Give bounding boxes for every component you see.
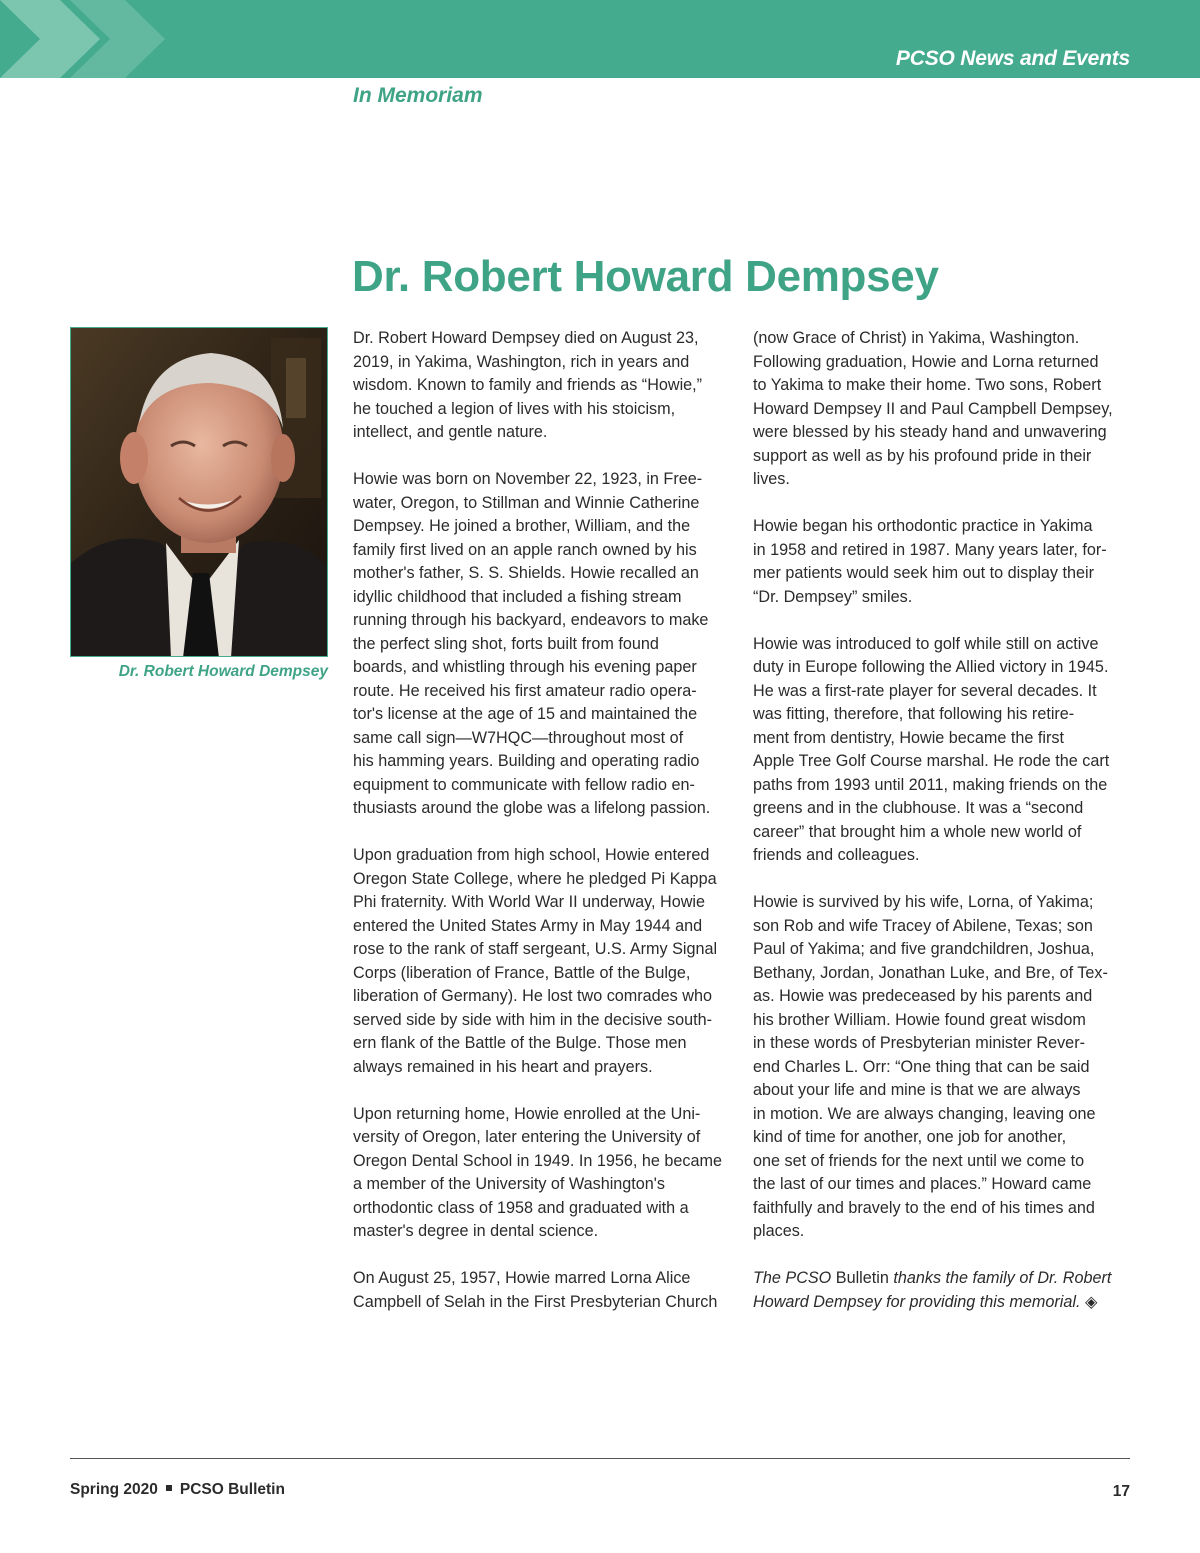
text-line: kind of time for another, one job for another, bbox=[753, 1128, 1067, 1146]
text-line: Upon graduation from high school, Howie entered bbox=[353, 846, 710, 864]
text-line: places. bbox=[753, 1222, 805, 1240]
paragraph bbox=[753, 891, 1135, 1244]
text-line: in motion. We are always changing, leaving one bbox=[753, 1104, 1096, 1123]
text-line: versity of Oregon, later entering the University of bbox=[353, 1128, 701, 1146]
text-line: his brother William. Howie found great wisdom bbox=[753, 1010, 1086, 1029]
text-line: the perfect sling shot, forts built from found bbox=[353, 634, 659, 653]
text-line: support as well as by his profound pride in their bbox=[753, 446, 1092, 465]
text-line: he touched a legion of lives with his stoicism, bbox=[353, 399, 676, 418]
text-line: were blessed by his steady hand and unwavering bbox=[753, 423, 1107, 441]
text-line: orthodontic class of 1958 and graduated with a bbox=[353, 1198, 689, 1217]
text-line: equipment to communicate with fellow radio en- bbox=[353, 775, 695, 794]
chevron-arrows-icon bbox=[0, 0, 200, 78]
text-line: end Charles L. Orr: “One thing that can be said bbox=[753, 1057, 1090, 1076]
text-line: thusiasts around the globe was a lifelong passion. bbox=[353, 799, 711, 817]
paragraph bbox=[353, 327, 735, 445]
text-line: faithfully and bravely to the end of his times and bbox=[753, 1198, 1095, 1217]
text-line: liberation of Germany). He lost two comrades who bbox=[353, 987, 712, 1005]
text-line: served side by side with him in the decisive south- bbox=[353, 1010, 712, 1029]
photo-caption: Dr. Robert Howard Dempsey bbox=[118, 663, 328, 680]
text-line: in 1958 and retired in 1987. Many years later, for- bbox=[753, 540, 1107, 559]
text-line: greens and in the clubhouse. It was a “second bbox=[753, 799, 1084, 817]
footer-publication: PCSO Bulletin bbox=[179, 1481, 285, 1498]
text-line: Bethany, Jordan, Jonathan Luke, and Bre, of Tex- bbox=[753, 963, 1108, 982]
paragraph bbox=[353, 1103, 735, 1244]
text-line: a member of the University of Washington's bbox=[353, 1175, 665, 1193]
square-bullet-icon bbox=[166, 1485, 172, 1491]
text-line: duty in Europe following the Allied victory in 1945. bbox=[753, 658, 1109, 676]
text-line: Corps (liberation of France, Battle of the Bulge, bbox=[353, 963, 691, 982]
page-number: 17 bbox=[1112, 1483, 1130, 1500]
text-line: about your life and mine is that we are always bbox=[753, 1081, 1081, 1099]
text-line: Oregon Dental School in 1949. In 1956, he became bbox=[353, 1151, 722, 1170]
text-line: Upon returning home, Howie enrolled at the Uni- bbox=[353, 1104, 701, 1123]
text-line: entered the United States Army in May 1944 and bbox=[353, 916, 703, 935]
text-line: rose to the rank of staff sergeant, U.S. Army Signal bbox=[353, 940, 718, 958]
text-line: as. Howie was predeceased by his parents and bbox=[753, 987, 1093, 1005]
paragraph bbox=[753, 327, 1135, 492]
text-line: his hamming years. Building and operating radio bbox=[353, 752, 700, 770]
paragraph bbox=[353, 1267, 735, 1314]
text-line: Howie was introduced to golf while still on active bbox=[753, 634, 1099, 653]
text-line: Paul of Yakima; and five grandchildren, Joshua, bbox=[753, 940, 1095, 958]
text-line: Howard Dempsey II and Paul Campbell Dempsey, bbox=[753, 399, 1113, 418]
text-line: always remained in his heart and prayers. bbox=[353, 1057, 653, 1076]
text-line: 2019, in Yakima, Washington, rich in years and bbox=[353, 352, 690, 371]
text-line: wisdom. Known to family and friends as “Howie,” bbox=[353, 376, 703, 394]
text-line: ment from dentistry, Howie became the first bbox=[753, 728, 1064, 747]
text-line: Howie began his orthodontic practice in Yakima bbox=[753, 517, 1093, 535]
text-line: boards, and whistling through his evening paper bbox=[353, 658, 697, 676]
text-line: ern flank of the Battle of the Bulge. Those men bbox=[353, 1034, 687, 1052]
text-line: was fitting, therefore, that following his retire- bbox=[753, 705, 1075, 723]
credit-line2: Howard Dempsey for providing this memorial. bbox=[753, 1292, 1085, 1311]
text-line: paths from 1993 until 2011, making friends on the bbox=[753, 775, 1108, 794]
text-line: in these words of Presbyterian minister Rever- bbox=[753, 1034, 1085, 1052]
paragraph bbox=[353, 468, 735, 821]
category-label: In Memoriam bbox=[353, 84, 483, 107]
text-line: idyllic childhood that included a fishing stream bbox=[353, 587, 682, 606]
text-line: the last of our times and places.” Howard came bbox=[753, 1175, 1092, 1193]
portrait-photo bbox=[70, 327, 328, 657]
text-line: same call sign—W7HQC—throughout most of bbox=[353, 728, 684, 747]
text-line: Dr. Robert Howard Dempsey died on August 23, bbox=[353, 329, 699, 347]
credit-publication: Bulletin bbox=[835, 1269, 889, 1287]
text-line: Howie was born on November 22, 1923, in Free- bbox=[353, 470, 703, 488]
text-line: intellect, and gentle nature. bbox=[353, 423, 548, 441]
text-line: lives. bbox=[753, 470, 790, 488]
text-line: water, Oregon, to Stillman and Winnie Catherine bbox=[353, 493, 700, 512]
right-column bbox=[753, 327, 1135, 1338]
header-band bbox=[0, 0, 1200, 78]
left-column bbox=[353, 327, 735, 1338]
text-line: tor's license at the age of 15 and maintained the bbox=[353, 705, 698, 723]
paragraph bbox=[753, 515, 1135, 609]
footer-rule bbox=[70, 1458, 1130, 1459]
footer-issue bbox=[70, 1481, 285, 1499]
text-line: Apple Tree Golf Course marshal. He rode the cart bbox=[753, 752, 1110, 770]
section-name: PCSO News and Events bbox=[895, 47, 1130, 70]
text-line: family first lived on an apple ranch owned by his bbox=[353, 540, 697, 559]
text-line: to Yakima to make their home. Two sons, Robert bbox=[753, 376, 1102, 394]
text-line: (now Grace of Christ) in Yakima, Washington. bbox=[753, 329, 1080, 347]
article-title: Dr. Robert Howard Dempsey bbox=[352, 252, 939, 301]
text-line: mer patients would seek him out to display their bbox=[753, 564, 1095, 582]
text-line: Oregon State College, where he pledged Pi Kappa bbox=[353, 869, 717, 888]
credit-part3: thanks the family of Dr. Robert bbox=[888, 1269, 1112, 1287]
text-line: one set of friends for the next until we come to bbox=[753, 1151, 1085, 1170]
text-line: He was a first-rate player for several decades. It bbox=[753, 681, 1097, 700]
text-line: master's degree in dental science. bbox=[353, 1222, 599, 1240]
text-line: friends and colleagues. bbox=[753, 846, 920, 864]
credit-note bbox=[753, 1267, 1135, 1314]
end-mark-icon: ◈ bbox=[1084, 1292, 1098, 1311]
text-line: mother's father, S. S. Shields. Howie recalled an bbox=[353, 564, 699, 582]
footer-season: Spring 2020 bbox=[70, 1481, 158, 1498]
text-line: Dempsey. He joined a brother, William, and the bbox=[353, 517, 691, 535]
text-line: Campbell of Selah in the First Presbyterian Church bbox=[353, 1292, 718, 1311]
paragraph bbox=[753, 633, 1135, 868]
text-line: “Dr. Dempsey” smiles. bbox=[753, 587, 913, 606]
text-line: running through his backyard, endeavors to make bbox=[353, 611, 709, 629]
text-line: Howie is survived by his wife, Lorna, of Yakima; bbox=[753, 893, 1094, 911]
paragraph bbox=[353, 844, 735, 1079]
text-line: Following graduation, Howie and Lorna returned bbox=[753, 352, 1099, 371]
text-line: Phi fraternity. With World War II underway, Howie bbox=[353, 893, 706, 911]
text-line: On August 25, 1957, Howie marred Lorna Alice bbox=[353, 1269, 691, 1287]
text-line: son Rob and wife Tracey of Abilene, Texas; son bbox=[753, 916, 1093, 935]
text-line: career” that brought him a whole new world of bbox=[753, 822, 1082, 841]
text-line: route. He received his first amateur radio opera- bbox=[353, 681, 697, 700]
credit-part1: The PCSO bbox=[753, 1269, 836, 1287]
